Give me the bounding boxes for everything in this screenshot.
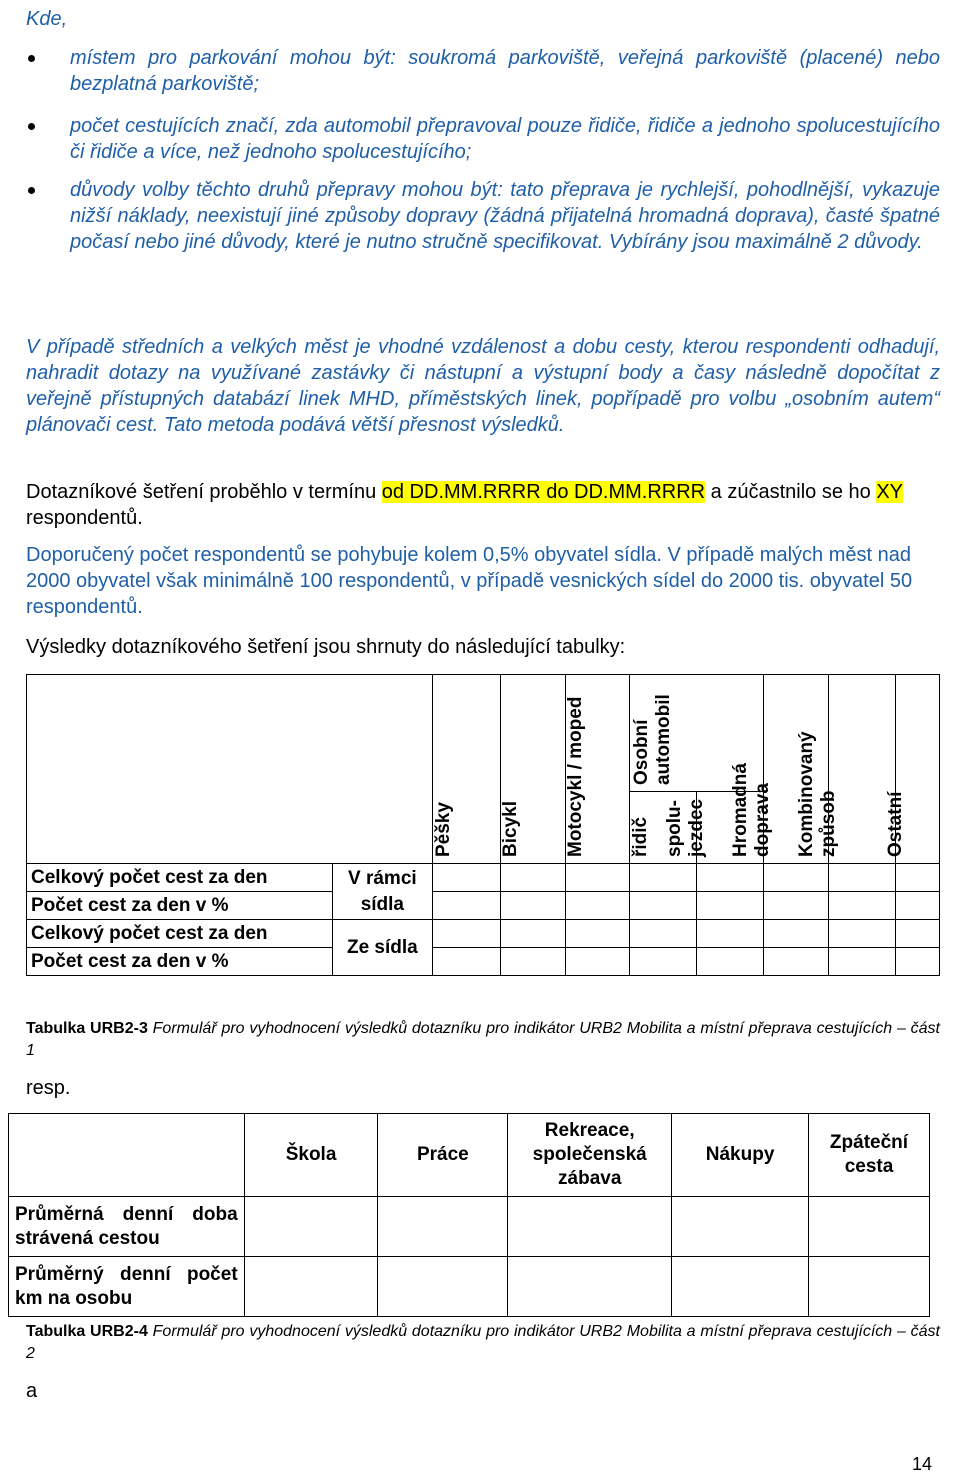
intro-text: Kde, — [26, 8, 68, 30]
col-header-motocykl — [565, 675, 630, 864]
col-label-hromadna-1: Hromadná — [730, 763, 752, 857]
table1-corner-cell — [27, 675, 433, 864]
survey-text-before: Dotazníkové šetření proběhlo v termínu — [26, 481, 382, 503]
table1-caption — [26, 1018, 940, 1062]
bullet-passengers: počet cestujících značí, zda automobil přepravoval pouze řidiče, řidiče a jednoho spolucestujícího či řidiče a více, než jednoho spolucestujícího; — [70, 115, 940, 163]
data-cell[interactable] — [244, 1257, 378, 1317]
col-label-ridic: řidič — [630, 816, 652, 857]
data-cell[interactable] — [508, 1197, 672, 1257]
data-cell[interactable] — [500, 892, 565, 920]
data-cell[interactable] — [829, 920, 896, 948]
col-label-osobni: Osobní — [630, 719, 652, 785]
respondent-count: XY — [876, 481, 903, 503]
group-label-v-ramci — [332, 864, 432, 920]
col-header-prace: Práce — [378, 1114, 508, 1197]
data-cell[interactable] — [378, 1257, 508, 1317]
col-label-motocykl: Motocykl / moped — [564, 696, 586, 857]
data-cell[interactable] — [630, 920, 697, 948]
col-header-skola: Škola — [244, 1114, 378, 1197]
col-header-pesky — [432, 675, 500, 864]
data-cell[interactable] — [896, 892, 940, 920]
col-label-hromadna-2: doprava — [752, 783, 774, 857]
data-cell[interactable] — [432, 948, 500, 976]
recommendation-paragraph: Doporučený počet respondentů se pohybuje kolem 0,5% obyvatel sídla. V případě malých měst nad 2000 obyvatel však minimálně 100 respondentů, v případě vesnických sídel do 2000 tis. obyvatel 50 respondentů. — [26, 544, 913, 618]
data-cell[interactable] — [565, 948, 630, 976]
data-cell[interactable] — [829, 948, 896, 976]
data-cell[interactable] — [378, 1197, 508, 1257]
data-cell[interactable] — [896, 920, 940, 948]
col-header-nakupy: Nákupy — [672, 1114, 809, 1197]
survey-text-after: respondentů. — [26, 507, 143, 529]
data-cell[interactable] — [672, 1197, 809, 1257]
data-cell[interactable] — [565, 892, 630, 920]
data-cell[interactable] — [508, 1257, 672, 1317]
col-label-bicykl: Bicykl — [499, 801, 521, 857]
bullet-marker — [28, 55, 35, 62]
group-label-v-ramci-1: V rámci — [348, 867, 417, 889]
col-label-automobil: automobil — [652, 694, 674, 785]
survey-text-middle: a zúčastnilo se ho — [705, 481, 877, 503]
data-cell[interactable] — [764, 920, 829, 948]
data-cell[interactable] — [697, 892, 764, 920]
data-cell[interactable] — [764, 864, 829, 892]
col-label-pesky: Pěšky — [433, 802, 455, 857]
data-cell[interactable] — [630, 864, 697, 892]
data-cell[interactable] — [565, 864, 630, 892]
col-label-jezdec: jezdec — [686, 798, 708, 857]
bullet-parking: místem pro parkování mohou být: soukromá parkoviště, veřejná parkoviště (placené) nebo bezplatná parkoviště; — [70, 47, 940, 95]
row-label-procenta-1: Počet cest za den v % — [27, 892, 333, 920]
col-header-rekreace: Rekreace, společenská zábava — [508, 1114, 672, 1197]
data-cell[interactable] — [829, 864, 896, 892]
results-table-1 — [26, 674, 940, 976]
col-header-bicykl — [500, 675, 565, 864]
data-cell[interactable] — [697, 920, 764, 948]
data-cell[interactable] — [808, 1197, 929, 1257]
col-label-kombinovany-1: Kombinovaný — [796, 731, 818, 857]
survey-dates: od DD.MM.RRRR do DD.MM.RRRR — [381, 481, 706, 503]
resp-text: resp. — [26, 1077, 71, 1099]
data-cell[interactable] — [565, 920, 630, 948]
data-cell[interactable] — [500, 864, 565, 892]
col-header-ostatni — [884, 675, 940, 864]
data-cell[interactable] — [500, 920, 565, 948]
row-label-procenta-2: Počet cest za den v % — [27, 948, 333, 976]
data-cell[interactable] — [829, 892, 896, 920]
data-cell[interactable] — [432, 920, 500, 948]
group-label-v-ramci-2: sídla — [360, 893, 404, 915]
data-cell[interactable] — [500, 948, 565, 976]
col-header-spolujezdec — [664, 792, 764, 864]
data-cell[interactable] — [630, 948, 697, 976]
col-label-kombinovany — [796, 731, 840, 857]
data-cell[interactable] — [672, 1257, 809, 1317]
survey-sentence — [26, 479, 940, 531]
data-cell[interactable] — [764, 892, 829, 920]
col-header-zpatecni: Zpáteční cesta — [808, 1114, 929, 1197]
col-label-spolujezdec — [664, 799, 708, 857]
col-label-ostatni: Ostatní — [884, 791, 906, 857]
results-table-2 — [8, 1113, 930, 1317]
caption2-text: Formulář pro vyhodnocení výsledků dotazníku pro indikátor URB2 Mobilita a místní přeprava cestujících – část 2 — [26, 1323, 941, 1362]
table2-corner-cell — [9, 1114, 245, 1197]
data-cell[interactable] — [896, 864, 940, 892]
bullet-marker — [28, 123, 35, 130]
caption2-label: Tabulka URB2-4 — [26, 1323, 148, 1340]
data-cell[interactable] — [432, 892, 500, 920]
data-cell[interactable] — [244, 1197, 378, 1257]
data-cell[interactable] — [896, 948, 940, 976]
group-label-ze-sidla: Ze sídla — [332, 920, 432, 976]
col-label-osobni-automobil — [631, 694, 675, 785]
col-label-spolu: spolu- — [664, 800, 686, 857]
data-cell[interactable] — [697, 948, 764, 976]
data-cell[interactable] — [697, 864, 764, 892]
results-intro: Výsledky dotazníkového šetření jsou shrnuty do následující tabulky: — [26, 636, 626, 658]
data-cell[interactable] — [808, 1257, 929, 1317]
data-cell[interactable] — [764, 948, 829, 976]
trailing-text: a — [26, 1380, 38, 1402]
row-label-celkovy-2: Celkový počet cest za den — [27, 920, 333, 948]
caption1-label: Tabulka URB2-3 — [26, 1020, 148, 1037]
row-label-celkovy-1: Celkový počet cest za den — [27, 864, 333, 892]
row-label-doba: Průměrná denní doba strávená cestou — [9, 1197, 245, 1257]
bullet-reasons: důvody volby těchto druhů přepravy mohou být: tato přeprava je rychlejší, pohodlnější, vykazuje nižší náklady, neexistují jiné způsoby dopravy (žádná přijatelná hromadná doprava), časté špatné počasí nebo jiné důvody, které je nutno stručně specifikovat. Vybírány jsou maximálně 2 důvody. — [70, 179, 940, 253]
page-number: 14 — [912, 1454, 933, 1474]
caption1-text: Formulář pro vyhodnocení výsledků dotazníku pro indikátor URB2 Mobilita a místní přeprava cestujících – část 1 — [26, 1020, 941, 1059]
bullet-marker — [28, 187, 35, 194]
data-cell[interactable] — [630, 892, 697, 920]
row-label-km: Průměrný denní počet km na osobu — [9, 1257, 245, 1317]
table2-caption — [26, 1321, 940, 1365]
data-cell[interactable] — [432, 864, 500, 892]
cities-paragraph: V případě středních a velkých měst je vhodné vzdálenost a dobu cesty, kterou respondenti odhadují, nahradit dotazy na využívané zastávky či nástupní a výstupní body a časy následně dopočítat z veřejně přístupných databází linek MHD, příměstských linek, popřípadě pro volbu „osobním autem“ plánovači cest. Tato metoda podává větší přesnost výsledků. — [26, 336, 940, 436]
col-label-kombinovany-2: způsob — [818, 790, 840, 857]
